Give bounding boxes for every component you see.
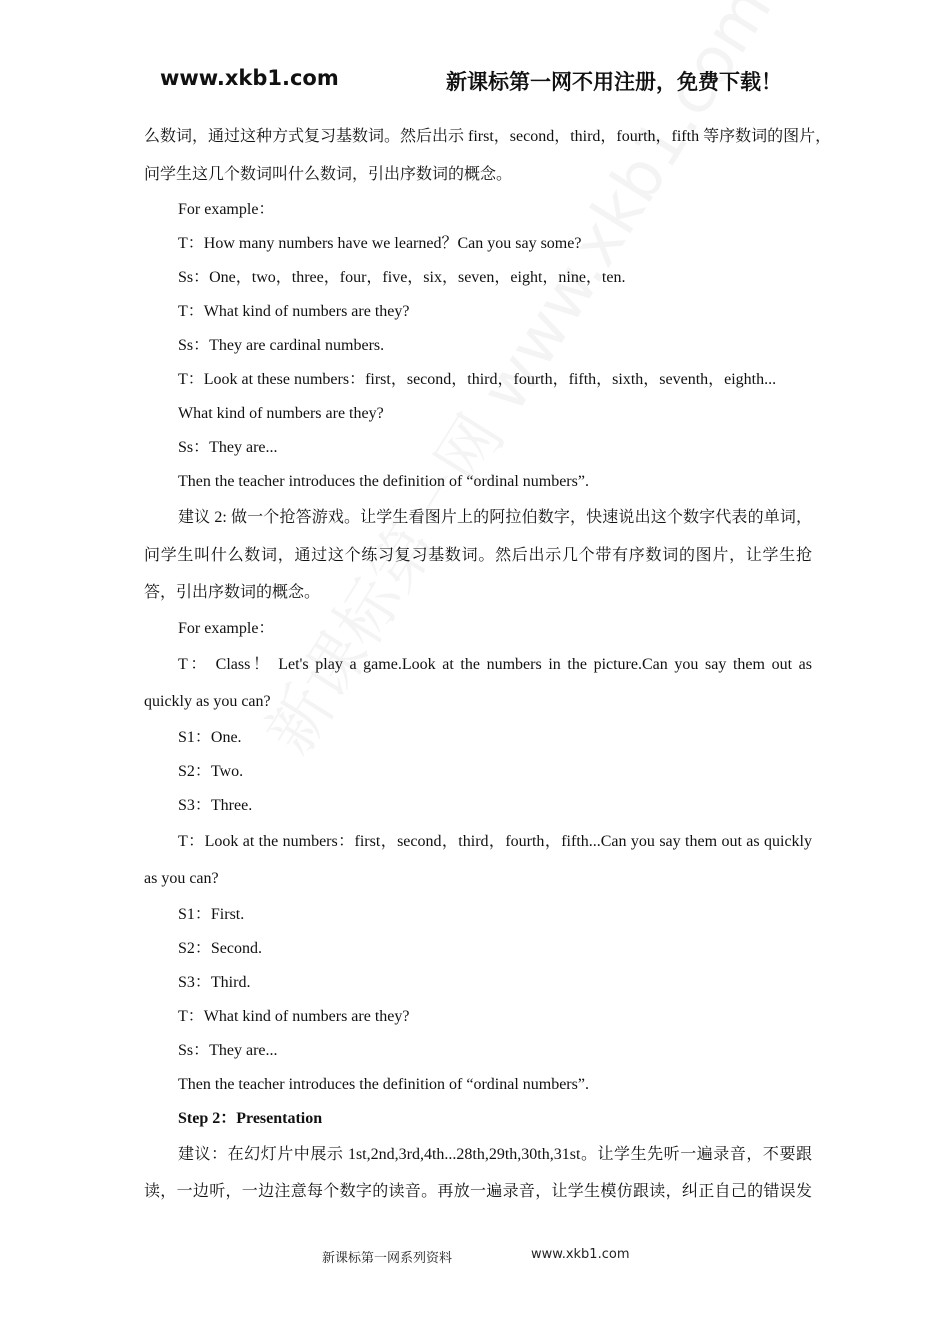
dialogue-line: S1：One. xyxy=(178,728,242,746)
dialogue-line: T：Look at the numbers：first，second，third，fourth，fifth...Can you say them out as quickly xyxy=(178,832,813,850)
footer-site-url[interactable]: www.xkb1.com xyxy=(531,1247,630,1262)
dialogue-line: Ss：They are... xyxy=(178,439,278,456)
header-slogan: 新课标第一网不用注册，免费下载！ xyxy=(446,70,782,94)
dialogue-line: Ss：One，two，three，four，five，six，seven，eight，nine，ten. xyxy=(178,269,626,286)
dialogue-line: T：Look at these numbers：first，second，third，fourth，fifth，sixth，seventh，eighth... xyxy=(178,371,777,388)
paragraph-line: 么数词，通过这种方式复习基数词。然后出示 first，second，third，fourth，fifth 等序数词的图片， xyxy=(144,128,832,145)
page-footer xyxy=(0,1247,950,1269)
dialogue-line: S2：Two. xyxy=(178,762,244,780)
paragraph-line: 建议：在幻灯片中展示 1st,2nd,3rd,4th...28th,29th,30th,31st。让学生先听一遍录音，不要跟 xyxy=(178,1145,812,1163)
dialogue-line: Then the teacher introduces the definition of “ordinal numbers”. xyxy=(178,473,589,490)
dialogue-line: T：What kind of numbers are they? xyxy=(178,303,410,320)
paragraph-line: 答，引出序数词的概念。 xyxy=(144,584,321,601)
dialogue-line: What kind of numbers are they? xyxy=(178,405,384,422)
page-header xyxy=(0,66,950,96)
dialogue-line: S1：First. xyxy=(178,905,245,923)
example-label: For example： xyxy=(178,201,275,218)
dialogue-line: S3：Third. xyxy=(178,973,251,991)
dialogue-line: Then the teacher introduces the definition of “ordinal numbers”. xyxy=(178,1075,589,1093)
paragraph-line: 读，一边听，一边注意每个数字的读音。再放一遍录音，让学生模仿跟读，纠正自己的错误发 xyxy=(144,1183,812,1200)
footer-label: 新课标第一网系列资料 xyxy=(322,1251,453,1266)
document-body xyxy=(144,118,832,1211)
dialogue-line: S2：Second. xyxy=(178,939,263,957)
header-site-url[interactable]: www.xkb1.com xyxy=(160,66,339,90)
paragraph-line: 问学生这几个数词叫什么数词，引出序数词的概念。 xyxy=(144,165,513,183)
dialogue-line: T：What kind of numbers are they? xyxy=(178,1007,410,1025)
paragraph-line: 建议 2: 做一个抢答游戏。让学生看图片上的阿拉伯数字，快速说出这个数字代表的单词， xyxy=(178,509,812,526)
dialogue-line: quickly as you can? xyxy=(144,693,271,710)
dialogue-line: T：How many numbers have we learned？Can you say some? xyxy=(178,235,582,252)
dialogue-line: S3：Three. xyxy=(178,796,253,814)
paragraph-line: 问学生叫什么数词，通过这个练习复习基数词。然后出示几个带有序数词的图片，让学生抢 xyxy=(144,546,812,564)
example-label: For example： xyxy=(178,619,275,637)
dialogue-line: as you can? xyxy=(144,870,219,887)
dialogue-line: Ss：They are... xyxy=(178,1041,278,1059)
dialogue-line: T： Class！ Let's play a game.Look at the numbers in the picture.Can you say them out as xyxy=(178,655,813,673)
dialogue-line: Ss：They are cardinal numbers. xyxy=(178,337,385,354)
section-heading: Step 2：Presentation xyxy=(178,1109,323,1127)
